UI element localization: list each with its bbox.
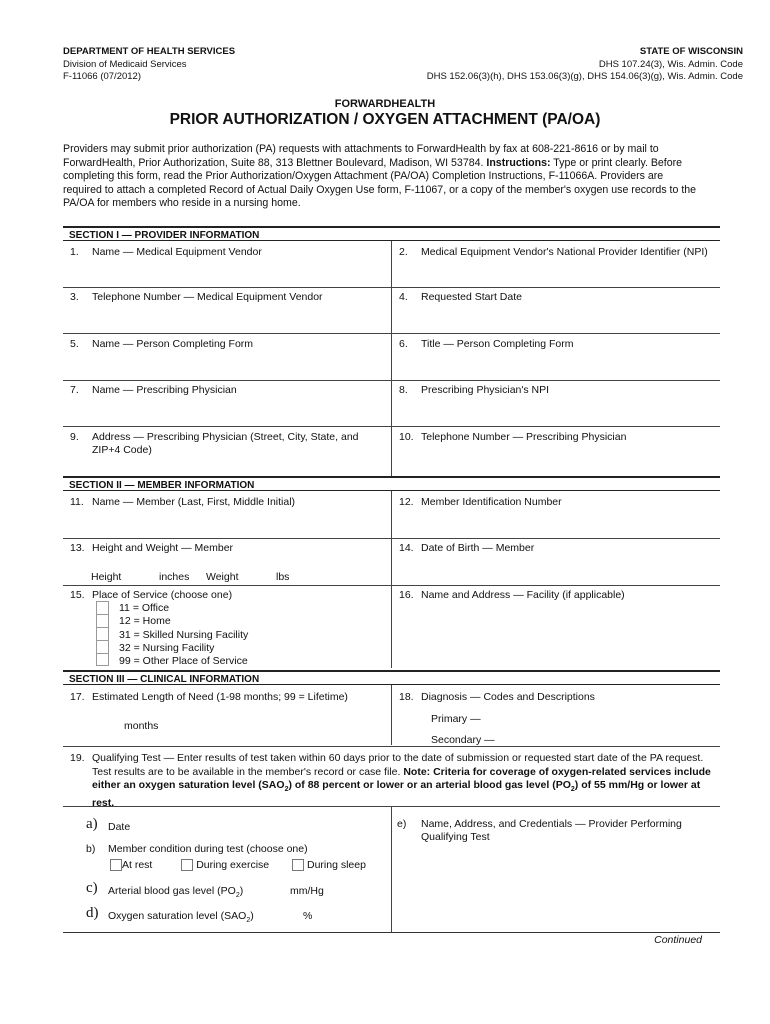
row-divider: [63, 538, 720, 539]
division-name: Division of Medicaid Services: [63, 58, 187, 70]
field-15-num: 15.: [70, 589, 85, 601]
item-c-label-b: ): [239, 885, 244, 897]
admin-code-1: DHS 107.24(3), Wis. Admin. Code: [598, 58, 743, 70]
field-11-label: Name — Member (Last, First, Middle Initial): [92, 496, 296, 508]
field-5[interactable]: [70, 338, 380, 351]
field-15: [70, 589, 386, 602]
field-3-label: Telephone Number — Medical Equipment Vendor: [92, 291, 323, 303]
place-of-service-options: [119, 602, 248, 668]
condition-options: [110, 859, 366, 872]
field-4[interactable]: [399, 291, 709, 304]
item-e-letter: e): [397, 818, 407, 830]
field-12-num: 12.: [399, 496, 414, 508]
checkbox-during-sleep[interactable]: [292, 859, 304, 871]
field-17-label: Estimated Length of Need (1-98 months; 99 = Lifetime): [92, 691, 348, 703]
pos-option: 32 = Nursing Facility: [119, 641, 215, 654]
primary-diagnosis-label: Primary —: [431, 713, 481, 725]
field-9-label: Address — Prescribing Physician (Street, City, State, and ZIP+4 Code): [92, 431, 359, 456]
inches-label: inches: [159, 571, 190, 583]
intro-instructions-label: Instructions:: [486, 156, 551, 169]
row-divider: [63, 585, 720, 586]
field-5-label: Name — Person Completing Form: [92, 338, 254, 350]
height-label: Height: [91, 571, 122, 583]
percent-unit: %: [303, 910, 313, 922]
field-13-num: 13.: [70, 542, 85, 554]
field-4-num: 4.: [399, 291, 408, 303]
note-text-a: Criteria for coverage of oxygen-related services include either an oxygen saturation level (SAO: [92, 765, 711, 791]
field-11[interactable]: [70, 496, 386, 509]
pos-option: 99 = Other Place of Service: [119, 655, 248, 668]
during-sleep-label: During sleep: [306, 859, 366, 871]
item-d-letter: d): [86, 905, 99, 921]
field-19: [70, 752, 715, 810]
field-8-num: 8.: [399, 384, 408, 396]
field-6-label: Title — Person Completing Form: [421, 338, 574, 350]
field-13-label: Height and Weight — Member: [92, 542, 234, 554]
weight-label: Weight: [206, 571, 239, 583]
field-12-label: Member Identification Number: [421, 496, 562, 508]
field-16-num: 16.: [399, 589, 414, 601]
field-3[interactable]: [70, 291, 380, 304]
column-divider: [391, 241, 392, 476]
field-2-label: Medical Equipment Vendor's National Provider Identifier (NPI): [421, 246, 708, 258]
program-name: FORWARDHEALTH: [334, 98, 436, 110]
row-divider: [63, 380, 720, 381]
checkbox-skilled-nursing[interactable]: [97, 628, 108, 641]
field-10-label: Telephone Number — Prescribing Physician: [421, 431, 627, 443]
secondary-diagnosis-label: Secondary —: [431, 734, 495, 746]
section-2-header: SECTION II — MEMBER INFORMATION: [63, 476, 720, 491]
field-18-num: 18.: [399, 691, 414, 703]
field-11-num: 11.: [70, 496, 84, 508]
item-a-letter: a): [86, 816, 98, 832]
sub-2: 2: [246, 917, 251, 925]
item-c-label: [108, 885, 243, 902]
column-divider: [391, 806, 392, 932]
checkbox-home[interactable]: [97, 615, 108, 628]
field-13[interactable]: [70, 542, 386, 555]
field-4-label: Requested Start Date: [421, 291, 522, 303]
mmhg-unit: mm/Hg: [290, 885, 324, 897]
field-1-label: Name — Medical Equipment Vendor: [92, 246, 262, 258]
checkbox-at-rest[interactable]: [110, 859, 122, 871]
section-1-header: SECTION I — PROVIDER INFORMATION: [63, 226, 720, 241]
checkbox-office[interactable]: [97, 602, 108, 615]
during-exercise-label: During exercise: [196, 859, 270, 871]
pos-option: 12 = Home: [119, 615, 171, 628]
field-7-num: 7.: [70, 384, 79, 396]
field-9-num: 9.: [70, 431, 79, 443]
field-1[interactable]: [70, 246, 380, 259]
item-d-label-a: Oxygen saturation level (SAO: [108, 910, 247, 922]
note-label: Note:: [403, 765, 431, 778]
row-divider: [63, 426, 720, 427]
field-8-label: Prescribing Physician's NPI: [421, 384, 550, 396]
field-5-num: 5.: [70, 338, 79, 350]
sub-2: 2: [235, 892, 240, 900]
pos-option: 11 = Office: [119, 602, 170, 614]
checkbox-nursing-facility[interactable]: [97, 641, 108, 654]
checkbox-during-exercise[interactable]: [181, 859, 193, 871]
field-16[interactable]: [399, 589, 714, 602]
field-7[interactable]: [70, 384, 380, 397]
field-10-num: 10.: [399, 431, 414, 443]
field-15-label: Place of Service (choose one): [92, 589, 233, 601]
field-3-num: 3.: [70, 291, 79, 303]
row-divider: [63, 287, 720, 288]
admin-code-2: DHS 152.06(3)(h), DHS 153.06(3)(g), DHS 154.06(3)(g), Wis. Admin. Code: [426, 71, 743, 82]
field-19-num: 19.: [70, 752, 85, 764]
checkbox-other[interactable]: [97, 654, 108, 667]
item-d-label: [108, 910, 254, 927]
field-19-text: Qualifying Test — Enter results of test taken within 60 days prior to the date of submission or requested start date of the PA request. Test results are to be available in the member's record or case file.: [92, 752, 704, 778]
field-2-num: 2.: [399, 246, 408, 258]
field-16-label: Name and Address — Facility (if applicable): [421, 589, 625, 601]
intro-paragraph: [63, 143, 703, 211]
field-8[interactable]: [399, 384, 709, 397]
sub-2: 2: [284, 786, 289, 794]
column-divider: [391, 491, 392, 668]
item-c-letter: c): [86, 880, 98, 896]
row-divider: [63, 333, 720, 334]
item-c-label-a: Arterial blood gas level (PO: [108, 885, 236, 897]
field-14[interactable]: [399, 542, 709, 555]
field-1-num: 1.: [70, 246, 79, 258]
field-6[interactable]: [399, 338, 709, 351]
sub-2: 2: [570, 786, 575, 794]
note-text-b: ) of 88 percent or lower or an arterial blood gas level (PO: [288, 779, 571, 791]
field-18-label: Diagnosis — Codes and Descriptions: [421, 691, 595, 703]
section-3-header: SECTION III — CLINICAL INFORMATION: [63, 670, 720, 685]
form-id: F-11066 (07/2012): [63, 71, 141, 82]
field-18[interactable]: [399, 691, 714, 704]
field-14-label: Date of Birth — Member: [421, 542, 535, 554]
header-right: [427, 46, 743, 84]
continued-label: Continued: [654, 934, 702, 946]
item-d-label-b: ): [250, 910, 254, 922]
at-rest-label: At rest: [122, 859, 153, 871]
item-b-letter: b): [86, 843, 96, 855]
item-a-date-label: Date: [108, 821, 131, 833]
field-17[interactable]: [70, 691, 386, 704]
column-divider: [391, 685, 392, 745]
field-17-num: 17.: [70, 691, 85, 703]
note-text-c: ) of 55 mm/Hg or lower at rest.: [92, 779, 701, 809]
field-14-num: 14.: [399, 542, 414, 554]
state-name: STATE OF WISCONSIN: [639, 46, 743, 57]
header-left: [63, 46, 235, 84]
field-6-num: 6.: [399, 338, 408, 350]
field-9[interactable]: [70, 431, 386, 457]
item-e-label[interactable]: Name, Address, and Credentials — Provider Performing Qualifying Test: [421, 818, 682, 843]
months-label: months: [124, 720, 159, 732]
department-name: DEPARTMENT OF HEALTH SERVICES: [63, 46, 236, 57]
intro-part1: Providers may submit prior authorization (PA) requests with attachments to ForwardHealth by fax at 608-221-8616 or by mail to ForwardHealth, Prior Authorization, Suite 88, 313 Blettner Boulevard, Madison, WI 53784.: [63, 143, 659, 169]
row-divider: [63, 746, 720, 747]
place-of-service-checkboxes: [96, 601, 109, 666]
form-title: PRIOR AUTHORIZATION / OXYGEN ATTACHMENT (PA/OA): [169, 111, 601, 128]
field-7-label: Name — Prescribing Physician: [92, 384, 237, 396]
field-2[interactable]: [399, 246, 709, 259]
bottom-rule: [63, 932, 720, 933]
lbs-label: lbs: [276, 571, 290, 583]
field-12[interactable]: [399, 496, 709, 509]
field-10[interactable]: [399, 431, 714, 444]
item-b-label: Member condition during test (choose one): [108, 843, 308, 855]
pos-option: 31 = Skilled Nursing Facility: [119, 628, 249, 641]
intro-part2: Type or print clearly. Before completing this form, read the Prior Authorization/Oxygen Attachment (PA/OA) Completion Instructions, F-11066A. Providers are required to attach a completed Record of Actual Daily Oxygen Use form, F-11067, or a copy of the member's oxygen use records to the PA/OA for members who reside in a nursing home.: [63, 156, 697, 210]
